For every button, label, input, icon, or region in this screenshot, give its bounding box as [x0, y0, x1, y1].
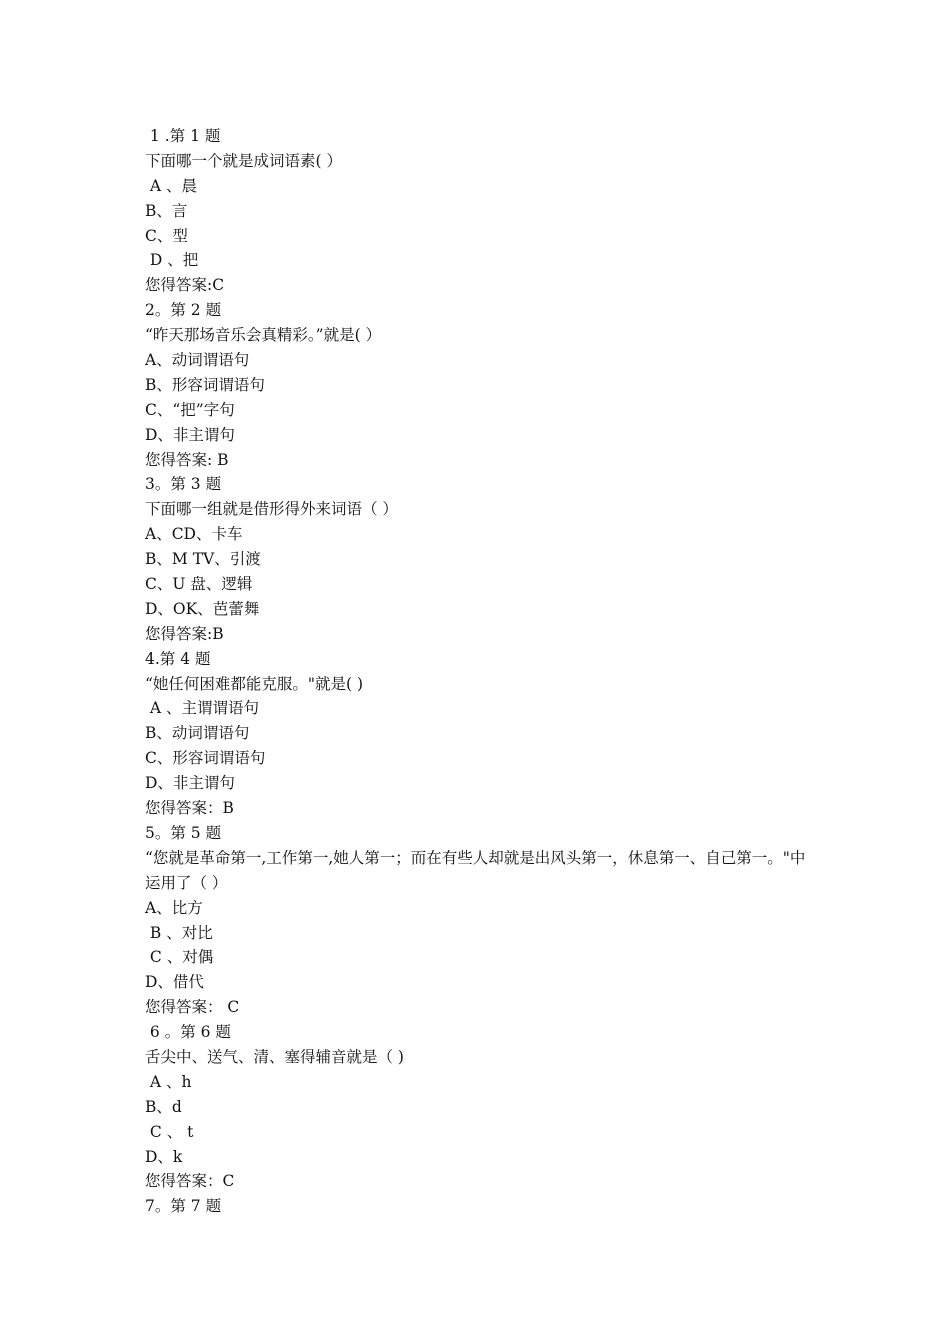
- option-c: C 、对偶: [145, 948, 214, 967]
- option-c: C、“把”字句: [145, 400, 235, 419]
- question-2: [145, 298, 815, 472]
- option-c: C 、 t: [145, 1122, 194, 1141]
- question-header: 2。第 2 题: [145, 301, 222, 320]
- option-d: D、借代: [145, 973, 204, 992]
- answer-line: 您得答案:C: [145, 276, 225, 295]
- option-c: C、U 盘、逻辑: [145, 575, 253, 594]
- option-d: D、OK、芭蕾舞: [145, 599, 260, 618]
- question-header: 3。第 3 题: [145, 475, 222, 494]
- answer-line: 您得答案：C: [145, 1172, 235, 1191]
- option-a: A 、晨: [145, 176, 198, 195]
- answer-line: 您得答案: B: [145, 450, 229, 469]
- question-stem: 下面哪一个就是成词语素( ）: [145, 151, 342, 170]
- option-d: D 、把: [145, 251, 199, 270]
- question-header: 5。第 5 题: [145, 823, 222, 842]
- option-c: C、型: [145, 226, 188, 245]
- option-b: B 、对比: [145, 923, 213, 942]
- document-body: [145, 124, 815, 1219]
- option-b: B、d: [145, 1097, 182, 1116]
- option-b: B、动词谓语句: [145, 724, 250, 743]
- question-stem: 舌尖中、送气、清、塞得辅音就是（ ): [145, 1047, 404, 1066]
- question-4: [145, 647, 815, 821]
- option-d: D、k: [145, 1147, 183, 1166]
- answer-line: 您得答案：B: [145, 799, 234, 818]
- option-d: D、非主谓句: [145, 425, 235, 444]
- question-3: [145, 472, 815, 646]
- option-b: B、言: [145, 201, 188, 220]
- option-b: B、M TV、引渡: [145, 550, 261, 569]
- question-6: [145, 1020, 815, 1194]
- option-a: A、动词谓语句: [145, 351, 250, 370]
- question-stem: “昨天那场音乐会真精彩。”就是( ）: [145, 326, 382, 345]
- question-1: [145, 124, 815, 298]
- question-stem: “您就是革命第一,工作第一,她人第一；而在有些人却就是出风头第一，休息第一、自己第一。"中运用了（ ）: [145, 848, 806, 892]
- answer-line: 您得答案： C: [145, 998, 240, 1017]
- question-header: 4.第 4 题: [145, 649, 211, 668]
- option-a: A 、h: [145, 1072, 192, 1091]
- option-a: A、CD、卡车: [145, 525, 243, 544]
- answer-line: 您得答案:B: [145, 624, 224, 643]
- question-header: 1 .第 1 题: [145, 127, 221, 145]
- option-d: D、非主谓句: [145, 774, 235, 793]
- question-header: 6 。第 6 题: [145, 1023, 231, 1042]
- option-a: A、比方: [145, 898, 203, 917]
- option-c: C、形容词谓语句: [145, 749, 266, 768]
- question-7-header: 7。第 7 题: [145, 1197, 222, 1216]
- question-stem: 下面哪一组就是借形得外来词语（ ）: [145, 500, 398, 519]
- question-stem: “她任何困难都能克服。"就是( ): [145, 674, 364, 693]
- option-b: B、形容词谓语句: [145, 375, 265, 394]
- question-5: [145, 821, 815, 1020]
- option-a: A 、主谓谓语句: [145, 699, 260, 718]
